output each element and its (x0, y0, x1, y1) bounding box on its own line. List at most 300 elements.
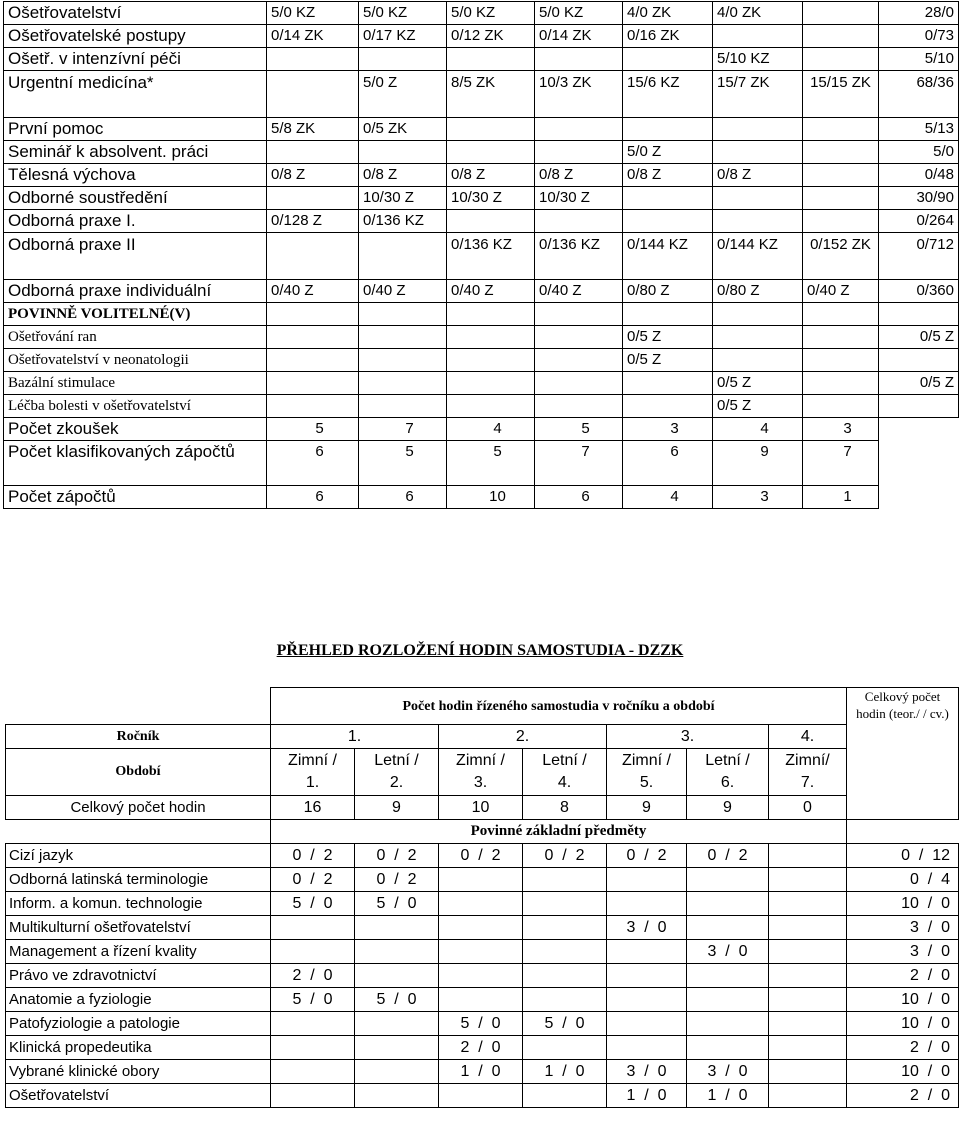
count-cell: 7 (803, 441, 879, 486)
hours-cell: 5 / 0 (439, 1012, 523, 1036)
semester-cell (803, 141, 879, 164)
section-label: Povinné základní předměty (271, 820, 847, 844)
hours-cell: 5 / 0 (355, 988, 439, 1012)
count-cell: 7 (359, 418, 447, 441)
semester-cell: 5/0 KZ (535, 2, 623, 25)
hours-cell: 1 / 0 (607, 1084, 687, 1108)
semester-cell (447, 395, 535, 418)
table-row (6, 1036, 959, 1060)
empty-cell (623, 303, 713, 326)
elective-name: Bazální stimulace (4, 372, 267, 395)
hours-cell: 5 / 0 (523, 1012, 607, 1036)
semester-cell: 0/144 KZ (623, 233, 713, 280)
total-cell: 10 / 0 (847, 1012, 959, 1036)
hours-cell (607, 1036, 687, 1060)
hours-cell (439, 988, 523, 1012)
count-cell: 3 (623, 418, 713, 441)
semester-cell (267, 395, 359, 418)
hours-cell (769, 940, 847, 964)
hours-cell: 0 / 2 (271, 868, 355, 892)
obdobi-line2: 2. (389, 774, 404, 791)
rocnik-cell: 2. (439, 725, 607, 749)
table-row (6, 940, 959, 964)
hours-cell: 3 / 0 (607, 1060, 687, 1084)
total-cell: 0/264 (879, 210, 959, 233)
semester-cell: 0/8 Z (359, 164, 447, 187)
semester-cell (623, 372, 713, 395)
semester-cell: 15/7 ZK (713, 71, 803, 118)
table-row (6, 964, 959, 988)
empty-cell (535, 303, 623, 326)
hours-cell (769, 1036, 847, 1060)
celkovy-cell: 9 (355, 796, 439, 820)
table-row (6, 688, 959, 725)
obdobi-line2: 7. (800, 774, 815, 791)
semester-cell (803, 326, 879, 349)
table-row (6, 988, 959, 1012)
obdobi-cell (271, 749, 355, 796)
table-row (6, 1012, 959, 1036)
hours-cell (271, 1060, 355, 1084)
hours-cell: 3 / 0 (687, 940, 769, 964)
hours-cell (355, 964, 439, 988)
table-row (6, 749, 959, 796)
table-row (4, 118, 959, 141)
table-row (4, 486, 959, 509)
hours-cell (355, 916, 439, 940)
hours-cell (769, 892, 847, 916)
semester-cell (803, 118, 879, 141)
hours-cell (769, 988, 847, 1012)
hours-cell (355, 1060, 439, 1084)
semester-cell: 0/144 KZ (713, 233, 803, 280)
subject-name: Vybrané klinické obory (6, 1060, 271, 1084)
subject-name: Právo ve zdravotnictví (6, 964, 271, 988)
table-row (4, 395, 959, 418)
count-cell: 6 (267, 441, 359, 486)
subject-name: Odborná praxe individuální (4, 280, 267, 303)
subject-name: Patofyziologie a patologie (6, 1012, 271, 1036)
hours-cell (271, 940, 355, 964)
hours-cell (355, 1084, 439, 1108)
semester-cell (267, 71, 359, 118)
total-cell: 0/5 Z (879, 372, 959, 395)
hours-cell (607, 988, 687, 1012)
subject-name: Inform. a komun. technologie (6, 892, 271, 916)
table-row (4, 303, 959, 326)
empty-cell (447, 303, 535, 326)
count-cell: 9 (713, 441, 803, 486)
hours-cell: 0 / 2 (271, 844, 355, 868)
empty-cell (6, 688, 271, 725)
count-cell: 5 (267, 418, 359, 441)
obdobi-line2: 6. (720, 774, 735, 791)
empty-cell (847, 820, 959, 844)
semester-cell: 0/12 ZK (447, 25, 535, 48)
semester-cell (803, 349, 879, 372)
semester-cell (803, 372, 879, 395)
hours-cell (355, 1036, 439, 1060)
semester-cell (713, 349, 803, 372)
semester-cell (447, 141, 535, 164)
obdobi-line2: 5. (639, 774, 654, 791)
hours-cell (439, 892, 523, 916)
hours-cell (523, 940, 607, 964)
hours-cell: 5 / 0 (271, 988, 355, 1012)
hours-cell (607, 868, 687, 892)
hours-cell: 5 / 0 (355, 892, 439, 916)
obdobi-line2: 1. (305, 774, 320, 791)
semester-cell (623, 118, 713, 141)
hours-cell (687, 988, 769, 1012)
hours-cell (523, 892, 607, 916)
semester-cell: 15/6 KZ (623, 71, 713, 118)
total-cell: 2 / 0 (847, 1084, 959, 1108)
hours-cell (439, 1084, 523, 1108)
table-row (6, 844, 959, 868)
total-cell: 5/13 (879, 118, 959, 141)
semester-cell: 4/0 ZK (713, 2, 803, 25)
hours-cell: 0 / 2 (355, 844, 439, 868)
semester-cell (803, 187, 879, 210)
table-row (4, 2, 959, 25)
elective-name: Léčba bolesti v ošetřovatelství (4, 395, 267, 418)
subject-name: Cizí jazyk (6, 844, 271, 868)
semester-cell (267, 187, 359, 210)
table-row (4, 187, 959, 210)
obdobi-line1: Letní / (542, 752, 587, 769)
hours-cell: 0 / 2 (607, 844, 687, 868)
semester-cell (535, 395, 623, 418)
volitelne-header: POVINNĚ VOLITELNÉ(V) (4, 303, 267, 326)
empty-cell (267, 303, 359, 326)
hours-cell (523, 868, 607, 892)
total-cell (879, 395, 959, 418)
table-row (4, 418, 959, 441)
total-cell: 0/5 Z (879, 326, 959, 349)
subject-name: Anatomie a fyziologie (6, 988, 271, 1012)
semester-cell: 0/14 ZK (535, 25, 623, 48)
celkovy-cell: 8 (523, 796, 607, 820)
semester-cell (803, 210, 879, 233)
semester-cell: 0/5 Z (713, 372, 803, 395)
total-cell: 10 / 0 (847, 1060, 959, 1084)
count-cell: 10 (447, 486, 535, 509)
semester-cell: 10/30 Z (535, 187, 623, 210)
semester-cell: 0/8 Z (623, 164, 713, 187)
semester-cell: 0/136 KZ (359, 210, 447, 233)
celkovy-cell: 9 (687, 796, 769, 820)
obdobi-line1: Zimní / (456, 752, 505, 769)
obdobi-label: Období (6, 749, 271, 796)
hours-cell (271, 1012, 355, 1036)
semester-cell (447, 326, 535, 349)
count-name: Počet klasifikovaných zápočtů (4, 441, 267, 486)
total-cell: 10 / 0 (847, 892, 959, 916)
semester-cell: 0/5 Z (623, 349, 713, 372)
hours-cell: 3 / 0 (687, 1060, 769, 1084)
subject-name: Multikulturní ošetřovatelství (6, 916, 271, 940)
subject-name: Ošetř. v intenzívní péči (4, 48, 267, 71)
semester-cell: 0/80 Z (713, 280, 803, 303)
total-header: Celkový počet hodin (teor./ / cv.) (847, 688, 959, 796)
table-row (4, 372, 959, 395)
semester-cell: 0/40 Z (447, 280, 535, 303)
semester-cell (267, 326, 359, 349)
empty-cell (713, 303, 803, 326)
hours-cell (607, 964, 687, 988)
table-row (4, 71, 959, 118)
hours-cell: 0 / 2 (355, 868, 439, 892)
table-row (4, 210, 959, 233)
semester-cell (623, 48, 713, 71)
semester-cell (535, 48, 623, 71)
table-row (4, 164, 959, 187)
count-cell: 3 (803, 418, 879, 441)
semester-cell (535, 326, 623, 349)
hours-cell (439, 964, 523, 988)
table-row (6, 820, 959, 844)
semester-cell (447, 372, 535, 395)
table-row (4, 326, 959, 349)
semester-cell: 0/40 Z (803, 280, 879, 303)
semester-cell: 0/14 ZK (267, 25, 359, 48)
obdobi-cell (355, 749, 439, 796)
total-cell: 3 / 0 (847, 916, 959, 940)
semester-cell: 0/8 Z (713, 164, 803, 187)
semester-cell: 0/8 Z (535, 164, 623, 187)
hours-cell: 1 / 0 (687, 1084, 769, 1108)
table-row (4, 349, 959, 372)
semester-cell: 10/30 Z (359, 187, 447, 210)
total-cell: 0/712 (879, 233, 959, 280)
hours-cell (687, 964, 769, 988)
semester-cell (447, 118, 535, 141)
semester-cell (359, 326, 447, 349)
semester-cell (359, 349, 447, 372)
obdobi-cell (769, 749, 847, 796)
semester-cell (267, 48, 359, 71)
table-row (4, 280, 959, 303)
hours-cell (439, 940, 523, 964)
hours-cell (523, 1084, 607, 1108)
semester-cell: 0/5 ZK (359, 118, 447, 141)
subject-name: Odborná praxe I. (4, 210, 267, 233)
hours-cell (607, 940, 687, 964)
subject-name: Odborné soustředění (4, 187, 267, 210)
empty-cell (847, 796, 959, 820)
total-cell: 0 / 4 (847, 868, 959, 892)
semester-cell (713, 187, 803, 210)
hours-cell (271, 1036, 355, 1060)
count-cell: 6 (535, 486, 623, 509)
semester-cell: 10/30 Z (447, 187, 535, 210)
semester-cell: 0/16 ZK (623, 25, 713, 48)
celkovy-cell: 0 (769, 796, 847, 820)
subject-name: Ošetřovatelské postupy (4, 25, 267, 48)
semester-cell (359, 233, 447, 280)
hours-cell (271, 1084, 355, 1108)
elective-name: Ošetřovatelství v neonatologii (4, 349, 267, 372)
semester-cell (713, 25, 803, 48)
empty-cell (803, 303, 879, 326)
total-cell: 0/73 (879, 25, 959, 48)
semester-cell (267, 349, 359, 372)
semester-cell: 8/5 ZK (447, 71, 535, 118)
total-cell: 28/0 (879, 2, 959, 25)
empty-cell (879, 418, 959, 441)
celkovy-cell: 9 (607, 796, 687, 820)
rocnik-cell: 1. (271, 725, 439, 749)
hours-cell (355, 1012, 439, 1036)
hours-cell (769, 1060, 847, 1084)
subject-name: Management a řízení kvality (6, 940, 271, 964)
table-row (4, 441, 959, 486)
empty-cell (359, 303, 447, 326)
hours-cell (271, 916, 355, 940)
semester-cell: 0/8 Z (267, 164, 359, 187)
obdobi-line2: 4. (557, 774, 572, 791)
semester-cell (535, 349, 623, 372)
total-cell: 10 / 0 (847, 988, 959, 1012)
obdobi-line1: Letní / (705, 752, 750, 769)
total-cell: 2 / 0 (847, 964, 959, 988)
obdobi-line1: Letní / (374, 752, 419, 769)
hours-cell: 0 / 2 (687, 844, 769, 868)
obdobi-cell (523, 749, 607, 796)
total-cell: 5/10 (879, 48, 959, 71)
semester-cell (535, 210, 623, 233)
semester-cell (267, 233, 359, 280)
hours-cell (439, 916, 523, 940)
hours-cell (607, 892, 687, 916)
hours-cell (687, 868, 769, 892)
obdobi-cell (439, 749, 523, 796)
count-cell: 5 (359, 441, 447, 486)
semester-cell: 5/0 KZ (447, 2, 535, 25)
semester-cell (623, 187, 713, 210)
count-cell: 6 (359, 486, 447, 509)
semester-cell: 5/8 ZK (267, 118, 359, 141)
hours-cell: 2 / 0 (271, 964, 355, 988)
semester-cell: 0/17 KZ (359, 25, 447, 48)
semester-cell: 10/3 ZK (535, 71, 623, 118)
hours-cell (769, 964, 847, 988)
semester-cell (713, 326, 803, 349)
subject-name: Seminář k absolvent. práci (4, 141, 267, 164)
hours-cell (523, 1036, 607, 1060)
count-cell: 3 (713, 486, 803, 509)
semester-cell: 0/40 Z (359, 280, 447, 303)
table-row (4, 141, 959, 164)
elective-name: Ošetřování ran (4, 326, 267, 349)
hours-cell (687, 916, 769, 940)
semester-cell: 0/40 Z (535, 280, 623, 303)
study-plan-table (3, 1, 959, 509)
total-cell: 5/0 (879, 141, 959, 164)
semester-cell: 0/136 KZ (447, 233, 535, 280)
semester-cell (535, 141, 623, 164)
semester-cell: 0/152 ZK (803, 233, 879, 280)
semester-cell (447, 349, 535, 372)
empty-cell (6, 820, 271, 844)
subject-name: První pomoc (4, 118, 267, 141)
hours-cell: 5 / 0 (271, 892, 355, 916)
count-cell: 7 (535, 441, 623, 486)
count-name: Počet zkoušek (4, 418, 267, 441)
count-cell: 6 (267, 486, 359, 509)
semester-cell: 0/8 Z (447, 164, 535, 187)
total-cell: 0/360 (879, 280, 959, 303)
table-row (6, 796, 959, 820)
obdobi-line1: Zimní / (622, 752, 671, 769)
hours-cell (439, 868, 523, 892)
hours-cell: 1 / 0 (439, 1060, 523, 1084)
subject-name: Klinická propedeutika (6, 1036, 271, 1060)
semester-cell (803, 2, 879, 25)
semester-cell (713, 210, 803, 233)
count-cell: 5 (535, 418, 623, 441)
table-row (6, 868, 959, 892)
hours-cell (355, 940, 439, 964)
table-row (6, 916, 959, 940)
hours-cell (769, 1084, 847, 1108)
semester-cell (359, 395, 447, 418)
total-cell: 0/48 (879, 164, 959, 187)
obdobi-cell (687, 749, 769, 796)
semester-cell: 5/0 Z (623, 141, 713, 164)
hours-cell (769, 1012, 847, 1036)
table-row (6, 1060, 959, 1084)
hours-cell (687, 1012, 769, 1036)
hours-cell (523, 964, 607, 988)
semester-cell: 15/15 ZK (803, 71, 879, 118)
semester-cell (359, 372, 447, 395)
empty-cell (879, 303, 959, 326)
semester-cell: 4/0 ZK (623, 2, 713, 25)
semester-cell: 5/0 Z (359, 71, 447, 118)
obdobi-line2: 3. (473, 774, 488, 791)
semester-cell (803, 395, 879, 418)
count-cell: 1 (803, 486, 879, 509)
total-cell: 30/90 (879, 187, 959, 210)
semester-cell (535, 118, 623, 141)
hours-cell (769, 868, 847, 892)
subject-name: Tělesná výchova (4, 164, 267, 187)
semester-cell: 0/136 KZ (535, 233, 623, 280)
rocnik-cell: 3. (607, 725, 769, 749)
semester-cell (623, 210, 713, 233)
celkovy-cell: 10 (439, 796, 523, 820)
table-row (6, 892, 959, 916)
semester-cell (267, 141, 359, 164)
semester-cell (535, 372, 623, 395)
hours-cell: 0 / 2 (439, 844, 523, 868)
subject-name: Urgentní medicína* (4, 71, 267, 118)
count-cell: 4 (447, 418, 535, 441)
hours-cell (769, 844, 847, 868)
count-name: Počet zápočtů (4, 486, 267, 509)
semester-cell: 5/10 KZ (713, 48, 803, 71)
celkovy-label: Celkový počet hodin (6, 796, 271, 820)
semester-cell (713, 141, 803, 164)
semester-cell: 0/128 Z (267, 210, 359, 233)
hours-cell (607, 1012, 687, 1036)
subject-name: Odborná latinská terminologie (6, 868, 271, 892)
table-row (6, 725, 959, 749)
semester-cell: 0/80 Z (623, 280, 713, 303)
semester-cell (359, 48, 447, 71)
